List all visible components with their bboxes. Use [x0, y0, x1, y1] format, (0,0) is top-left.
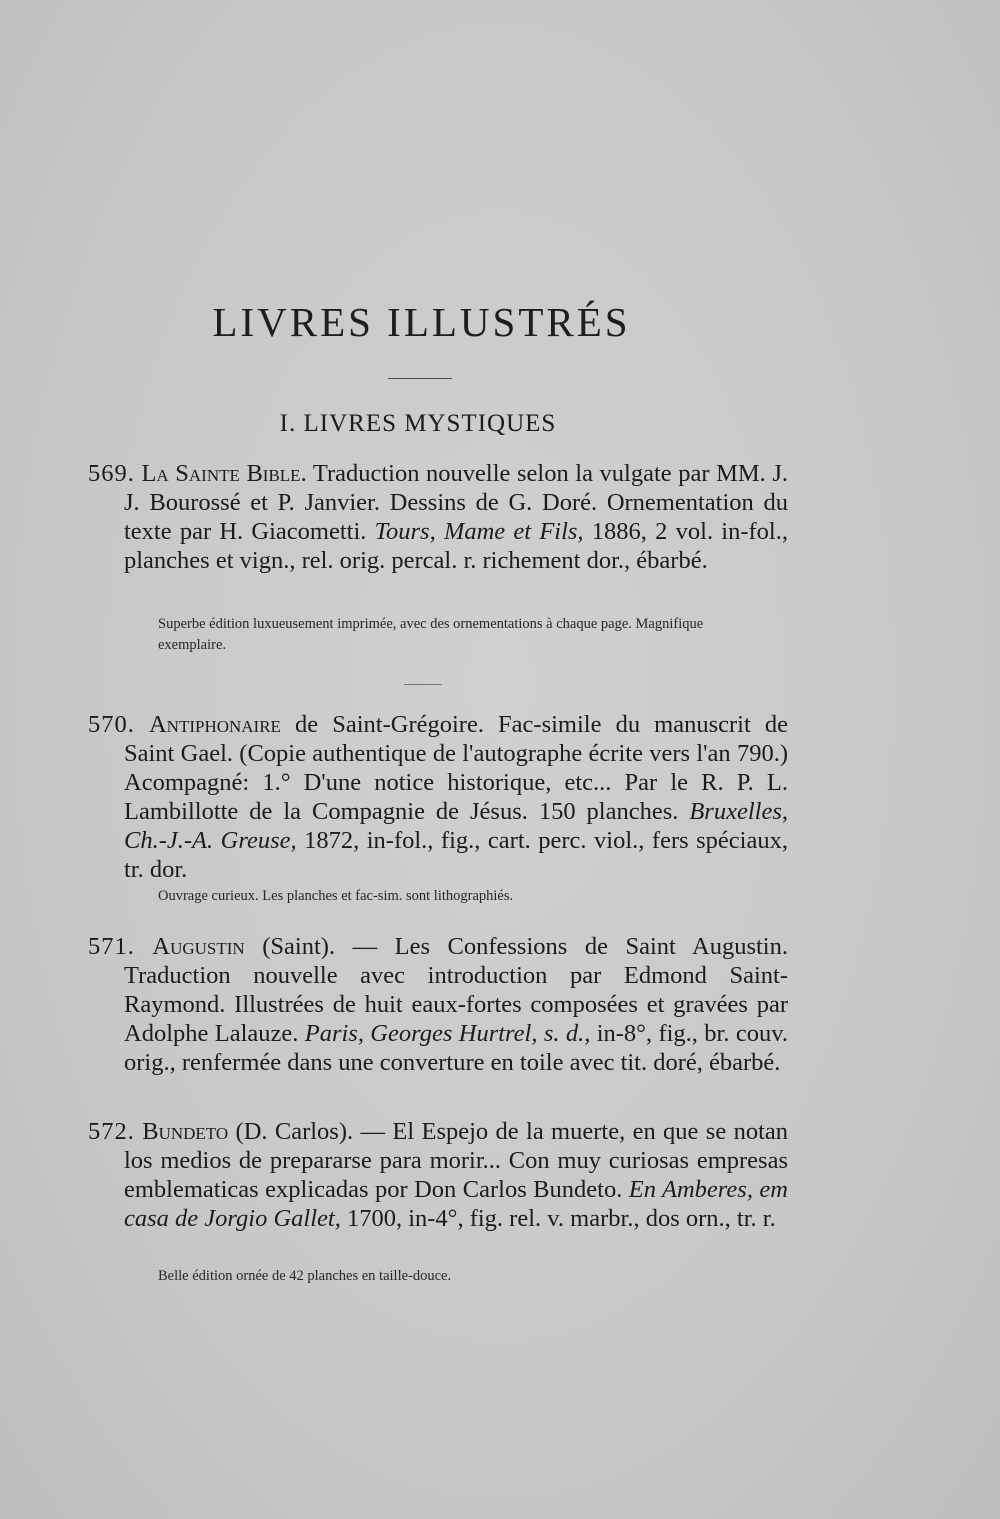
- catalog-entry-572: [88, 1117, 788, 1233]
- entry-imprint: Bruxelles, Ch.-J.-A. Greuse,: [124, 798, 788, 854]
- entry-text: (Saint). — Les Confessions de Saint Augustin. Traduction nouvelle avec introduction par Edmond Saint-Raymond. Illustrées de huit eaux-fortes composées et gravées par Adolphe Lalauze.: [124, 933, 788, 1047]
- entry-imprint: En Amberes, em casa de Jorgio Gallet,: [124, 1176, 788, 1232]
- catalog-entry-569: [88, 459, 788, 575]
- entry-text-end: in-8°, fig., br. couv. orig., renfermée dans une converture en toile avec tit. doré, ébarbé.: [124, 1020, 788, 1076]
- entry-text: Traduction nouvelle selon la vulgate par MM. J. J. Bourossé et P. Janvier. Dessins de G. Doré. Ornementation du texte par H. Giacometti.: [124, 460, 788, 545]
- entry-imprint: Paris, Georges Hurtrel, s. d.,: [304, 1020, 591, 1047]
- entry-heading: Augustin: [152, 933, 245, 960]
- entry-note-572: Belle édition ornée de 42 planches en taille-douce.: [158, 1268, 452, 1284]
- entry-note-569: Superbe édition luxueusement imprimée, avec des ornementations à chaque page. Magnifique exemplaire.: [158, 616, 704, 653]
- entry-number: 572.: [88, 1118, 135, 1145]
- title-divider: [388, 378, 452, 379]
- entry-heading: La Sainte Bible.: [141, 460, 307, 487]
- catalog-entry-571: [88, 932, 788, 1077]
- entry-text-end: 1700, in-4°, fig. rel. v. marbr., dos orn., tr. r.: [340, 1205, 776, 1232]
- page-title: LIVRES ILLUSTRÉS: [212, 299, 631, 345]
- entry-imprint: Tours, Mame et Fils,: [374, 518, 584, 545]
- entry-number: 570.: [88, 711, 135, 738]
- section-title: I. LIVRES MYSTIQUES: [279, 410, 557, 437]
- entry-heading: Bundeto: [142, 1118, 229, 1145]
- entry-text-end: 1872, in-fol., fig., cart. perc. viol., fers spéciaux, tr. dor.: [124, 827, 788, 883]
- catalog-entry-570: [88, 710, 788, 884]
- entry-note-570: Ouvrage curieux. Les planches et fac-sim. sont lithographiés.: [158, 888, 514, 904]
- entry-text-end: 1886, 2 vol. in-fol., planches et vign., rel. orig. percal. r. richement dor., ébarbé.: [124, 518, 788, 574]
- entry-number: 571.: [88, 933, 135, 960]
- entry-text: (D. Carlos). — El Espejo de la muerte, en que se notan los medios de prepararse para morir... Con muy curiosas empresas emblematicas explicadas por Don Carlos Bundeto.: [124, 1118, 788, 1203]
- entry-heading: Antiphonaire: [148, 711, 281, 738]
- entry-number: 569.: [88, 460, 135, 487]
- entry-divider: [404, 684, 442, 685]
- entry-text: de Saint-Grégoire. Fac-simile du manuscrit de Saint Gael. (Copie authentique de l'autographe écrite vers l'an 790.) Acompagné: 1.° D'une notice historique, etc... Par le R. P. L. Lambillotte de la Compagnie de Jésus. 150 planches.: [124, 711, 788, 825]
